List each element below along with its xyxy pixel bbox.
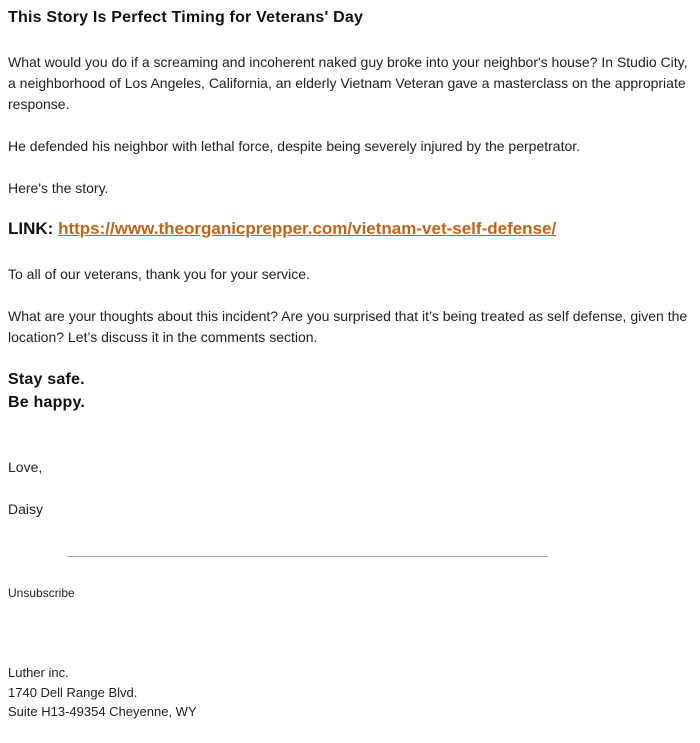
footer-divider (67, 556, 548, 557)
thanks-paragraph: To all of our veterans, thank you for your service. (8, 266, 310, 282)
author-name: Daisy (8, 501, 44, 517)
closing: Love, (8, 459, 43, 475)
email-title: This Story Is Perfect Timing for Veterans' Day (8, 9, 364, 26)
defense-paragraph: He defended his neighbor with lethal force, despite being severely injured by the perpetrator. (8, 138, 581, 154)
postal-address (8, 663, 197, 722)
company-name: Luther inc. (8, 665, 69, 680)
unsubscribe-link[interactable]: Unsubscribe (8, 586, 75, 600)
link-line (8, 219, 556, 239)
story-paragraph: Here's the story. (8, 180, 109, 196)
article-link[interactable]: https://www.theorganicprepper.com/vietnam-vet-self-defense/ (58, 219, 557, 238)
signature (8, 436, 43, 541)
address-line-2: Suite H13-49354 Cheyenne, WY (8, 704, 197, 719)
link-label: LINK: (8, 219, 54, 238)
signoff-stay-safe: Stay safe. (8, 371, 85, 388)
signoff-be-happy: Be happy. (8, 394, 86, 411)
intro-paragraph: What would you do if a screaming and incoherent naked guy broke into your neighbor's house? In Studio City, a neighborhood of Los Angeles, California, an elderly Vietnam Veteran gave a masterclass on the appropriate response. (8, 54, 688, 112)
discussion-paragraph: What are your thoughts about this incident? Are you surprised that it’s being treated as self defense, given the location? Let’s discuss it in the comments section. (8, 308, 688, 345)
address-line-1: 1740 Dell Range Blvd. (8, 684, 138, 700)
